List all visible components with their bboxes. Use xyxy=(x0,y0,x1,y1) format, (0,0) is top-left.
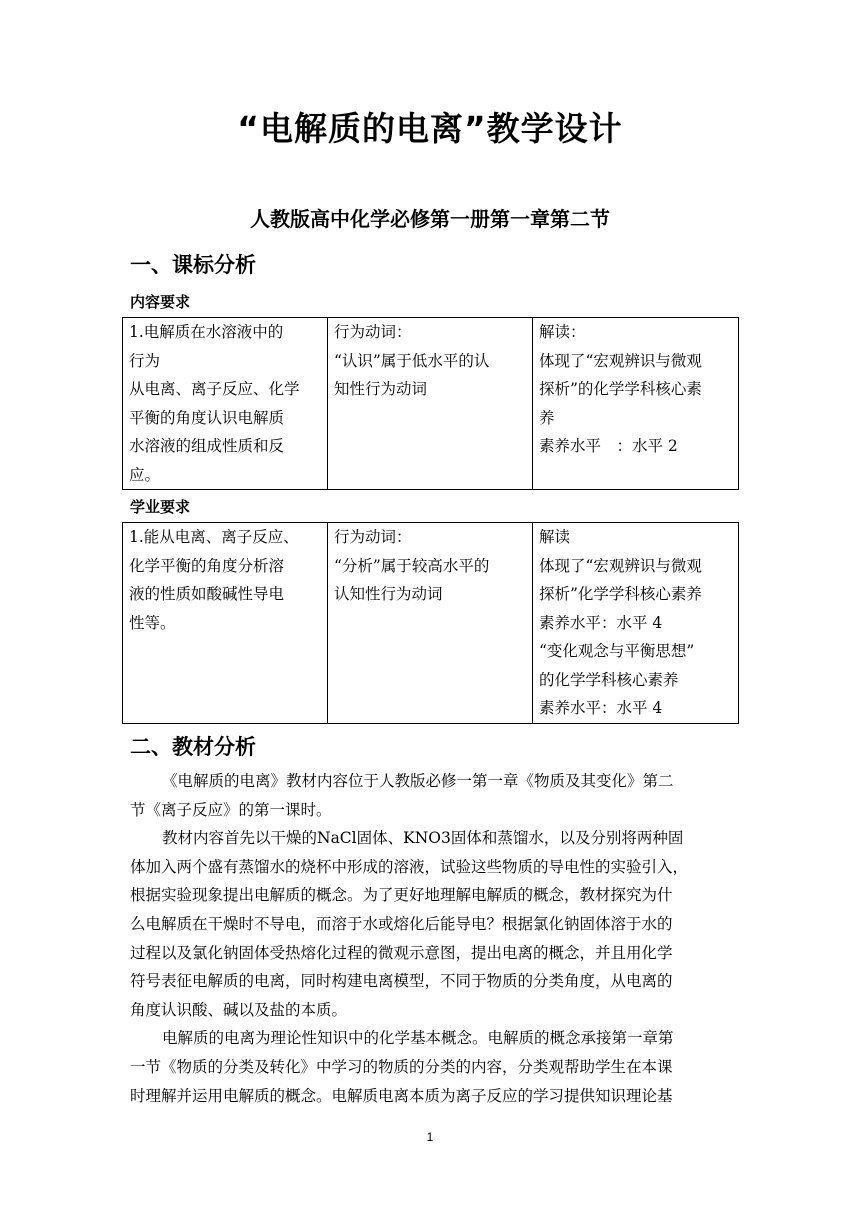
paragraph-line: 符号表征电解质的电离，同时构建电离模型，不同于物质的分类角度，从电离的 xyxy=(130,972,673,991)
table-row xyxy=(123,318,739,490)
paragraph-line: 角度认识酸、碱以及盐的本质。 xyxy=(130,1000,348,1019)
paragraph-line: 《电解质的电离》教材内容位于人教版必修一第一章《物质及其变化》第二 xyxy=(162,772,674,790)
content-requirements-table xyxy=(122,317,739,490)
textbook-analysis-body xyxy=(130,767,730,1110)
content-requirements-label: 内容要求 xyxy=(130,293,191,311)
academic-requirements-label: 学业要求 xyxy=(130,498,191,516)
table-row xyxy=(123,523,739,724)
table-cell-requirement: 1.能从电离、离子反应、 化学平衡的角度分析溶 液的性质如酸碱性导电 性等。 xyxy=(123,523,328,724)
table-cell-requirement: 1.电解质在水溶液中的 行为 从电离、离子反应、化学 平衡的角度认识电解质 水溶液的组成性质和反 应。 xyxy=(123,318,328,490)
paragraph-line: 教材内容首先以干燥的NaCl固体、KNO3固体和蒸馏水，以及分别将两种固 xyxy=(162,829,684,848)
paragraph-line: 根据实验现象提出电解质的概念。为了更好地理解电解质的概念，教材探究为什 xyxy=(130,886,673,905)
paragraph-line: 过程以及氯化钠固体受热熔化过程的微观示意图，提出电离的概念，并且用化学 xyxy=(130,943,673,962)
section-heading-textbook: 二、教材分析 xyxy=(130,735,256,759)
page-number: 1 xyxy=(426,1130,434,1144)
paragraph-line: 时理解并运用电解质的概念。电解质电离本质为离子反应的学习提供知识理论基 xyxy=(130,1086,673,1105)
paragraph-line: 么电解质在干燥时不导电，而溶于水或熔化后能导电？根据氯化钠固体溶于水的 xyxy=(130,914,673,933)
table-cell-interpretation: 解读 体现了“宏观辨识与微观 探析”化学学科核心素养 素养水平：水平 4 “变化观念与平衡思想” 的化学学科核心素养 素养水平：水平 4 xyxy=(533,523,739,724)
paragraph-line: 节《离子反应》的第一课时。 xyxy=(130,800,332,819)
document-subtitle: 人教版高中化学必修第一册第一章第二节 xyxy=(250,207,610,231)
document-title: “电解质的电离”教学设计 xyxy=(237,109,623,148)
paragraph-line: 体加入两个盛有蒸馏水的烧杯中形成的溶液，试验这些物质的导电性的实验引入， xyxy=(130,857,689,876)
section-heading-curriculum: 一、课标分析 xyxy=(130,253,256,277)
table-cell-interpretation: 解读： 体现了“宏观辨识与微观 探析”的化学学科核心素 养 素养水平 ：水平 2 xyxy=(533,318,739,490)
academic-requirements-table xyxy=(122,522,739,724)
paragraph-line: 电解质的电离为理论性知识中的化学基本概念。电解质的概念承接第一章第 xyxy=(162,1029,674,1048)
table-cell-action-verb: 行为动词： “分析”属于较高水平的 认知性行为动词 xyxy=(328,523,533,724)
table-cell-action-verb: 行为动词： “认识”属于低水平的认 知性行为动词 xyxy=(328,318,533,490)
paragraph-line: 一节《物质的分类及转化》中学习的物质的分类的内容，分类观帮助学生在本课 xyxy=(130,1057,673,1076)
